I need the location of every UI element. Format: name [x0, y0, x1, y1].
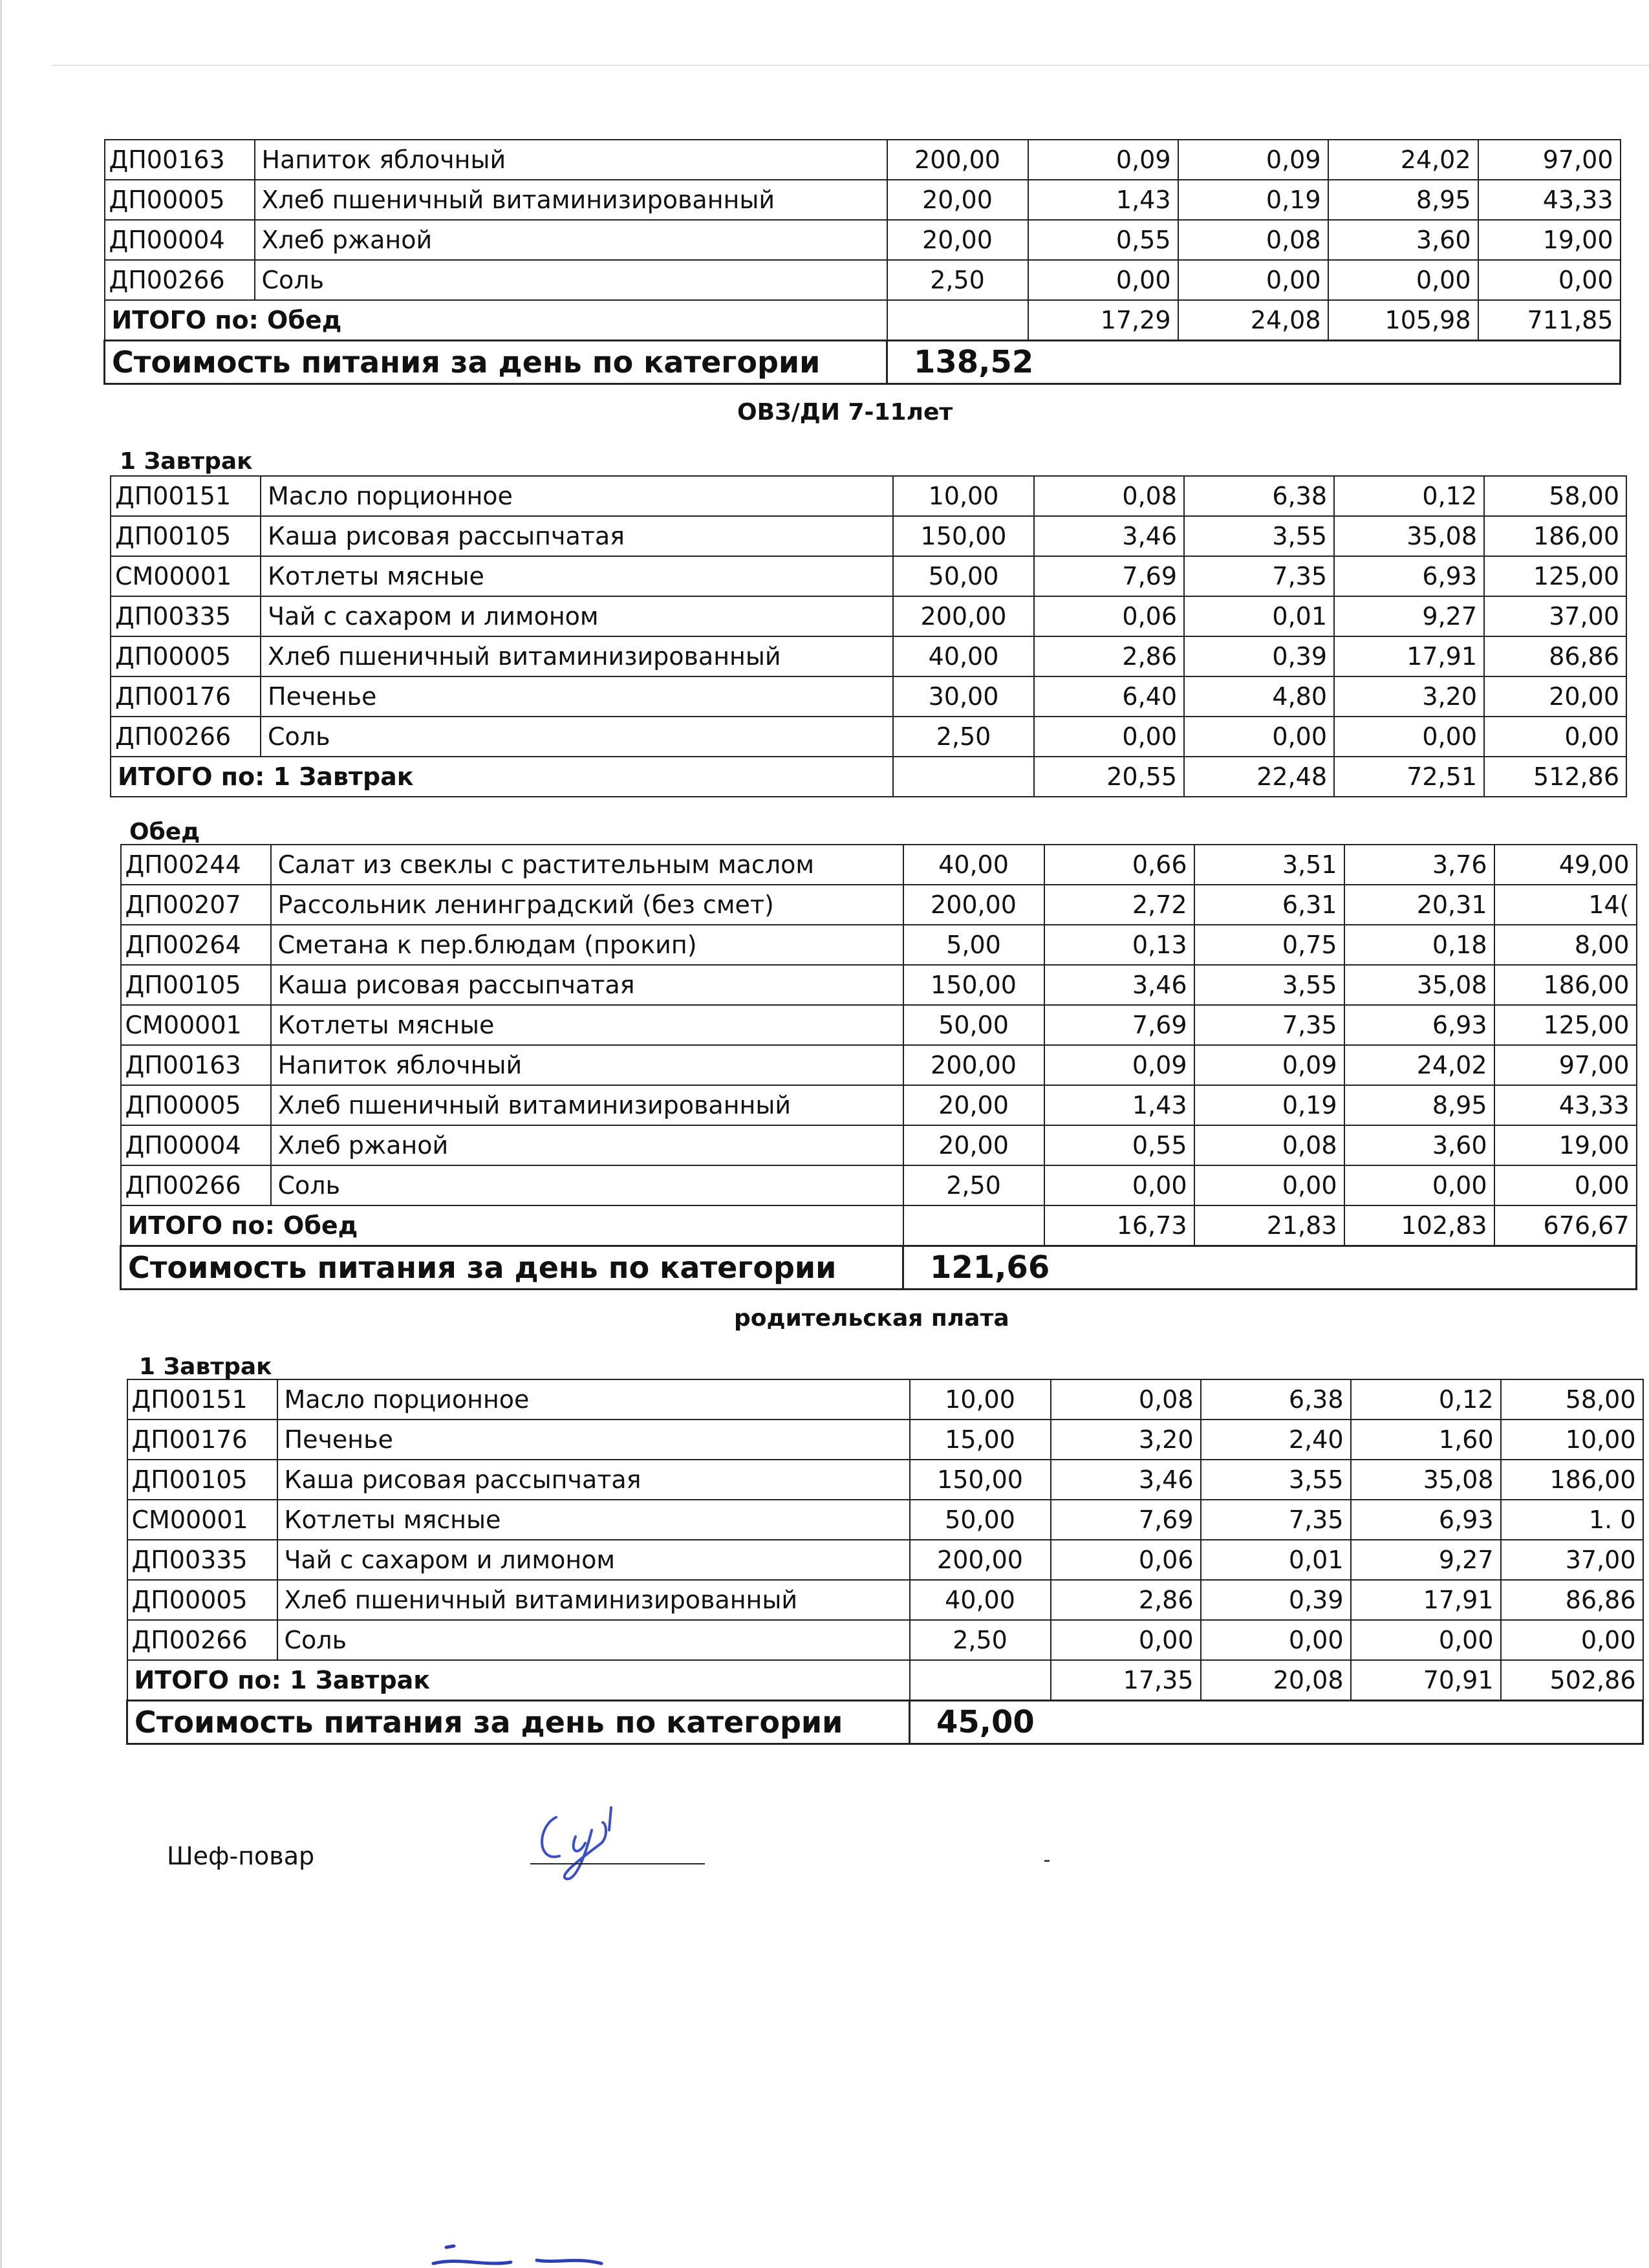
item-kcal: 49,00 [1494, 845, 1637, 885]
item-carb: 3,76 [1344, 845, 1494, 885]
item-code: ДП00266 [105, 260, 255, 300]
cost-label: Стоимость питания за день по категории [127, 1701, 910, 1744]
item-kcal: 43,33 [1494, 1085, 1637, 1125]
breakfast-table-parental [126, 1379, 1644, 1745]
item-name: Салат из свеклы с растительным маслом [271, 845, 903, 885]
table-row [105, 140, 1621, 180]
cost-row [121, 1246, 1637, 1290]
item-kcal: 86,86 [1501, 1580, 1643, 1620]
table-row [111, 676, 1626, 717]
lunch-table-ovz [120, 844, 1637, 1290]
cost-value: 138,52 [887, 341, 1621, 384]
category-title: ОВЗ/ДИ 7-11лет [737, 399, 953, 426]
item-fat: 0,00 [1194, 1165, 1344, 1205]
item-carb: 3,60 [1344, 1125, 1494, 1165]
table-row [121, 1045, 1637, 1085]
table-row [111, 636, 1626, 676]
item-carb: 0,12 [1351, 1379, 1501, 1420]
total-fat: 20,08 [1201, 1660, 1351, 1701]
item-carb: 0,00 [1351, 1620, 1501, 1660]
table-row [105, 180, 1621, 220]
item-protein: 2,86 [1034, 636, 1184, 676]
item-kcal: 0,00 [1484, 717, 1626, 757]
item-name: Масло порционное [261, 476, 893, 516]
item-protein: 0,00 [1028, 260, 1178, 300]
item-fat: 0,00 [1178, 260, 1328, 300]
item-protein: 0,09 [1028, 140, 1178, 180]
item-kcal: 125,00 [1484, 556, 1626, 596]
item-fat: 0,00 [1184, 717, 1334, 757]
item-fat: 0,01 [1201, 1540, 1351, 1580]
item-qty: 50,00 [893, 556, 1034, 596]
item-protein: 2,86 [1051, 1580, 1201, 1620]
item-carb: 1,60 [1351, 1420, 1501, 1460]
item-qty: 2,50 [887, 260, 1028, 300]
item-protein: 0,00 [1044, 1165, 1194, 1205]
item-kcal: 43,33 [1478, 180, 1621, 220]
item-protein: 0,00 [1034, 717, 1184, 757]
total-row [121, 1205, 1637, 1246]
total-carb: 102,83 [1344, 1205, 1494, 1246]
total-row [127, 1660, 1643, 1701]
item-code: ДП00005 [121, 1085, 271, 1125]
item-code: ДП00151 [111, 476, 261, 516]
block-label-breakfast: 1 Завтрак [139, 1354, 272, 1380]
item-code: ДП00005 [111, 636, 261, 676]
item-fat: 0,08 [1178, 220, 1328, 260]
item-qty: 200,00 [887, 140, 1028, 180]
item-protein: 1,43 [1028, 180, 1178, 220]
total-protein: 17,29 [1028, 300, 1178, 341]
item-fat: 6,31 [1194, 885, 1344, 925]
total-kcal: 676,67 [1494, 1205, 1637, 1246]
table-row [111, 516, 1626, 556]
bottom-scribble [407, 2244, 653, 2268]
item-name: Котлеты мясные [271, 1005, 903, 1045]
item-name: Котлеты мясные [261, 556, 893, 596]
item-code: ДП00004 [121, 1125, 271, 1165]
item-code: ДП00207 [121, 885, 271, 925]
item-code: ДП00264 [121, 925, 271, 965]
item-fat: 0,19 [1194, 1085, 1344, 1125]
item-qty: 40,00 [910, 1580, 1051, 1620]
item-kcal: 97,00 [1478, 140, 1621, 180]
item-protein: 0,06 [1034, 596, 1184, 636]
scan-mark [1044, 1860, 1050, 1862]
item-name: Каша рисовая рассыпчатая [277, 1460, 910, 1500]
item-kcal: 14( [1494, 885, 1637, 925]
item-qty: 200,00 [903, 885, 1044, 925]
item-kcal: 37,00 [1484, 596, 1626, 636]
item-kcal: 10,00 [1501, 1420, 1643, 1460]
item-protein: 3,46 [1044, 965, 1194, 1005]
table-row [121, 925, 1637, 965]
item-qty: 150,00 [893, 516, 1034, 556]
item-qty: 2,50 [903, 1165, 1044, 1205]
item-name: Соль [277, 1620, 910, 1660]
item-fat: 0,00 [1201, 1620, 1351, 1660]
item-code: ДП00176 [111, 676, 261, 717]
item-fat: 3,55 [1184, 516, 1334, 556]
item-name: Котлеты мясные [277, 1500, 910, 1540]
item-code: ДП00266 [111, 717, 261, 757]
item-qty: 2,50 [893, 717, 1034, 757]
total-kcal: 502,86 [1501, 1660, 1643, 1701]
table-row [121, 885, 1637, 925]
breakfast-table-ovz [110, 475, 1627, 797]
item-name: Соль [261, 717, 893, 757]
item-fat: 0,09 [1194, 1045, 1344, 1085]
item-fat: 3,55 [1194, 965, 1344, 1005]
item-code: ДП00335 [127, 1540, 277, 1580]
item-carb: 0,12 [1334, 476, 1484, 516]
item-name: Сметана к пер.блюдам (прокип) [271, 925, 903, 965]
item-protein: 3,46 [1051, 1460, 1201, 1500]
item-code: ДП00176 [127, 1420, 277, 1460]
item-fat: 6,38 [1184, 476, 1334, 516]
item-protein: 1,43 [1044, 1085, 1194, 1125]
category-title: родительская плата [734, 1305, 1009, 1332]
table-row [105, 260, 1621, 300]
item-name: Соль [255, 260, 887, 300]
item-protein: 0,55 [1028, 220, 1178, 260]
table-row [111, 556, 1626, 596]
item-qty: 40,00 [903, 845, 1044, 885]
item-protein: 2,72 [1044, 885, 1194, 925]
item-fat: 0,01 [1184, 596, 1334, 636]
item-qty: 20,00 [903, 1085, 1044, 1125]
item-qty: 20,00 [887, 220, 1028, 260]
item-carb: 35,08 [1344, 965, 1494, 1005]
item-code: ДП00266 [127, 1620, 277, 1660]
total-carb: 70,91 [1351, 1660, 1501, 1701]
item-qty: 5,00 [903, 925, 1044, 965]
item-qty: 50,00 [910, 1500, 1051, 1540]
total-protein: 16,73 [1044, 1205, 1194, 1246]
table-row [127, 1420, 1643, 1460]
scan-edge [0, 0, 2, 2268]
item-protein: 0,09 [1044, 1045, 1194, 1085]
item-name: Хлеб пшеничный витаминизированный [271, 1085, 903, 1125]
item-code: ДП00163 [105, 140, 255, 180]
item-fat: 4,80 [1184, 676, 1334, 717]
item-fat: 7,35 [1194, 1005, 1344, 1045]
table-row [121, 1005, 1637, 1045]
item-fat: 6,38 [1201, 1379, 1351, 1420]
item-kcal: 0,00 [1501, 1620, 1643, 1660]
item-code: ДП00266 [121, 1165, 271, 1205]
item-code: ДП00163 [121, 1045, 271, 1085]
table-row [121, 965, 1637, 1005]
item-qty: 150,00 [903, 965, 1044, 1005]
table-row [127, 1500, 1643, 1540]
chef-signature [530, 1791, 718, 1882]
total-kcal: 512,86 [1484, 757, 1626, 797]
table-row [105, 220, 1621, 260]
total-carb: 72,51 [1334, 757, 1484, 797]
total-row [111, 757, 1626, 797]
item-code: ДП00105 [121, 965, 271, 1005]
item-qty: 30,00 [893, 676, 1034, 717]
table-row [121, 1085, 1637, 1125]
item-code: ДП00005 [105, 180, 255, 220]
item-protein: 0,55 [1044, 1125, 1194, 1165]
item-code: ДП00105 [127, 1460, 277, 1500]
signature-line [530, 1863, 705, 1864]
table-row [127, 1620, 1643, 1660]
item-carb: 8,95 [1344, 1085, 1494, 1125]
item-name: Соль [271, 1165, 903, 1205]
table-row [127, 1379, 1643, 1420]
item-fat: 0,08 [1194, 1125, 1344, 1165]
item-qty: 150,00 [910, 1460, 1051, 1500]
item-name: Хлеб пшеничный витаминизированный [261, 636, 893, 676]
item-kcal: 0,00 [1494, 1165, 1637, 1205]
table-row [127, 1540, 1643, 1580]
item-kcal: 8,00 [1494, 925, 1637, 965]
total-label: ИТОГО по: 1 Завтрак [111, 757, 893, 797]
item-kcal: 186,00 [1501, 1460, 1643, 1500]
item-protein: 7,69 [1051, 1500, 1201, 1540]
item-protein: 7,69 [1034, 556, 1184, 596]
cost-value: 121,66 [903, 1246, 1637, 1290]
item-fat: 0,39 [1201, 1580, 1351, 1620]
item-fat: 7,35 [1201, 1500, 1351, 1540]
table-row [111, 476, 1626, 516]
item-qty: 2,50 [910, 1620, 1051, 1660]
cost-value: 45,00 [910, 1701, 1643, 1744]
cost-label: Стоимость питания за день по категории [105, 341, 887, 384]
item-kcal: 37,00 [1501, 1540, 1643, 1580]
item-name: Хлеб пшеничный витаминизированный [277, 1580, 910, 1620]
chef-label: Шеф-повар [167, 1842, 315, 1870]
item-protein: 6,40 [1034, 676, 1184, 717]
item-qty: 20,00 [903, 1125, 1044, 1165]
item-protein: 0,08 [1051, 1379, 1201, 1420]
item-name: Напиток яблочный [255, 140, 887, 180]
item-kcal: 19,00 [1478, 220, 1621, 260]
item-protein: 3,46 [1034, 516, 1184, 556]
item-carb: 17,91 [1334, 636, 1484, 676]
item-protein: 0,00 [1051, 1620, 1201, 1660]
item-fat: 0,19 [1178, 180, 1328, 220]
item-protein: 0,08 [1034, 476, 1184, 516]
total-kcal: 711,85 [1478, 300, 1621, 341]
item-name: Печенье [277, 1420, 910, 1460]
item-carb: 24,02 [1344, 1045, 1494, 1085]
item-protein: 7,69 [1044, 1005, 1194, 1045]
item-code: ДП00151 [127, 1379, 277, 1420]
item-kcal: 86,86 [1484, 636, 1626, 676]
block-label-lunch: Обед [129, 819, 200, 845]
item-fat: 3,55 [1201, 1460, 1351, 1500]
item-name: Чай с сахаром и лимоном [277, 1540, 910, 1580]
item-protein: 3,20 [1051, 1420, 1201, 1460]
item-carb: 0,00 [1344, 1165, 1494, 1205]
item-code: СМ00001 [111, 556, 261, 596]
total-label: ИТОГО по: 1 Завтрак [127, 1660, 910, 1701]
item-kcal: 0,00 [1478, 260, 1621, 300]
item-carb: 24,02 [1328, 140, 1478, 180]
table-row [121, 1165, 1637, 1205]
item-code: ДП00105 [111, 516, 261, 556]
item-name: Рассольник ленинградский (без смет) [271, 885, 903, 925]
item-carb: 0,18 [1344, 925, 1494, 965]
item-carb: 20,31 [1344, 885, 1494, 925]
total-fat: 21,83 [1194, 1205, 1344, 1246]
total-protein: 17,35 [1051, 1660, 1201, 1701]
item-code: СМ00001 [127, 1500, 277, 1540]
item-name: Хлеб ржаной [271, 1125, 903, 1165]
scan-artifact-line [52, 65, 1649, 66]
item-qty: 200,00 [910, 1540, 1051, 1580]
item-kcal: 20,00 [1484, 676, 1626, 717]
block-label-breakfast: 1 Завтрак [120, 448, 253, 475]
cost-row [127, 1701, 1643, 1744]
item-name: Хлеб пшеничный витаминизированный [255, 180, 887, 220]
table-row [111, 596, 1626, 636]
item-qty: 10,00 [893, 476, 1034, 516]
item-qty: 20,00 [887, 180, 1028, 220]
lunch-table-continued [103, 139, 1621, 385]
item-carb: 3,60 [1328, 220, 1478, 260]
item-code: СМ00001 [121, 1005, 271, 1045]
item-carb: 0,00 [1328, 260, 1478, 300]
item-name: Масло порционное [277, 1379, 910, 1420]
total-fat: 24,08 [1178, 300, 1328, 341]
total-carb: 105,98 [1328, 300, 1478, 341]
item-kcal: 186,00 [1494, 965, 1637, 1005]
item-name: Хлеб ржаной [255, 220, 887, 260]
item-carb: 35,08 [1351, 1460, 1501, 1500]
item-name: Каша рисовая рассыпчатая [261, 516, 893, 556]
total-label: ИТОГО по: Обед [121, 1205, 903, 1246]
table-row [111, 717, 1626, 757]
item-protein: 0,66 [1044, 845, 1194, 885]
item-kcal: 58,00 [1501, 1379, 1643, 1420]
item-kcal: 1. 0 [1501, 1500, 1643, 1540]
item-code: ДП00004 [105, 220, 255, 260]
item-kcal: 58,00 [1484, 476, 1626, 516]
item-name: Каша рисовая рассыпчатая [271, 965, 903, 1005]
cost-label: Стоимость питания за день по категории [121, 1246, 903, 1290]
item-carb: 6,93 [1344, 1005, 1494, 1045]
item-carb: 35,08 [1334, 516, 1484, 556]
item-qty: 10,00 [910, 1379, 1051, 1420]
item-code: ДП00244 [121, 845, 271, 885]
item-qty: 50,00 [903, 1005, 1044, 1045]
item-protein: 0,06 [1051, 1540, 1201, 1580]
total-label: ИТОГО по: Обед [105, 300, 887, 341]
item-fat: 7,35 [1184, 556, 1334, 596]
item-qty: 40,00 [893, 636, 1034, 676]
item-kcal: 186,00 [1484, 516, 1626, 556]
total-row [105, 300, 1621, 341]
item-fat: 0,75 [1194, 925, 1344, 965]
item-fat: 0,09 [1178, 140, 1328, 180]
item-carb: 6,93 [1334, 556, 1484, 596]
item-carb: 17,91 [1351, 1580, 1501, 1620]
item-fat: 0,39 [1184, 636, 1334, 676]
item-carb: 9,27 [1334, 596, 1484, 636]
item-name: Печенье [261, 676, 893, 717]
item-qty: 200,00 [893, 596, 1034, 636]
item-name: Чай с сахаром и лимоном [261, 596, 893, 636]
item-protein: 0,13 [1044, 925, 1194, 965]
table-row [127, 1580, 1643, 1620]
item-carb: 6,93 [1351, 1500, 1501, 1540]
table-row [121, 845, 1637, 885]
total-protein: 20,55 [1034, 757, 1184, 797]
item-carb: 0,00 [1334, 717, 1484, 757]
table-row [127, 1460, 1643, 1500]
item-carb: 8,95 [1328, 180, 1478, 220]
item-kcal: 125,00 [1494, 1005, 1637, 1045]
cost-row [105, 341, 1621, 384]
item-code: ДП00005 [127, 1580, 277, 1620]
table-row [121, 1125, 1637, 1165]
item-code: ДП00335 [111, 596, 261, 636]
item-carb: 9,27 [1351, 1540, 1501, 1580]
item-carb: 3,20 [1334, 676, 1484, 717]
total-fat: 22,48 [1184, 757, 1334, 797]
item-fat: 3,51 [1194, 845, 1344, 885]
item-kcal: 19,00 [1494, 1125, 1637, 1165]
item-qty: 15,00 [910, 1420, 1051, 1460]
item-name: Напиток яблочный [271, 1045, 903, 1085]
item-kcal: 97,00 [1494, 1045, 1637, 1085]
item-fat: 2,40 [1201, 1420, 1351, 1460]
item-qty: 200,00 [903, 1045, 1044, 1085]
